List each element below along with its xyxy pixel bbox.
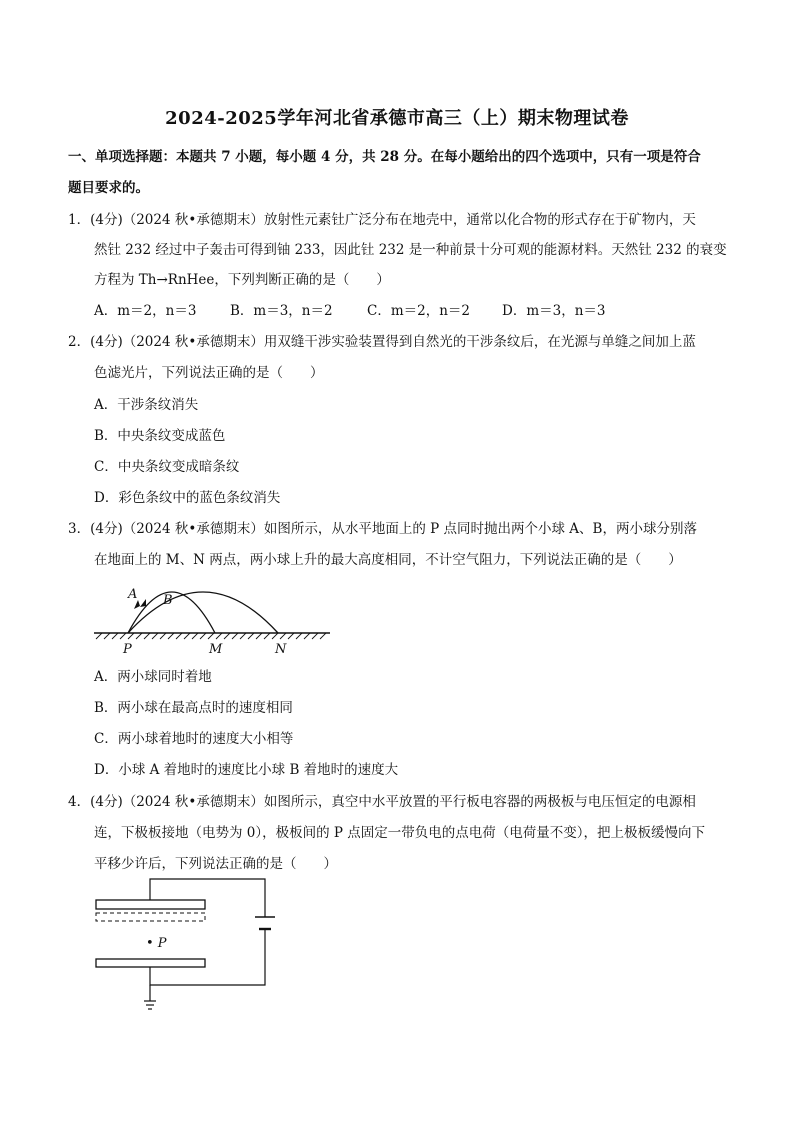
lower-wire xyxy=(150,929,265,985)
q2-option-d: D．彩色条纹中的蓝色条纹消失 xyxy=(94,490,281,506)
q3-option-b: B．两小球在最高点时的速度相同 xyxy=(94,700,293,716)
label-n: N xyxy=(275,642,287,657)
q1-option-a: A．m＝2，n＝3 xyxy=(94,303,197,319)
upper-wire xyxy=(150,879,265,917)
label-p: P xyxy=(123,642,132,657)
q3-line-2: 在地面上的 M、N 两点，两小球上升的最大高度相同，不计空气阻力，下列说法正确的是（ ） xyxy=(94,552,682,568)
q4-line-3: 平移少许后，下列说法正确的是（ ） xyxy=(94,856,337,872)
lower-plate xyxy=(96,959,205,967)
q3-option-c: C．两小球着地时的速度大小相等 xyxy=(94,731,294,747)
section-heading-line-1: 一、单项选择题：本题共 7 小题，每小题 4 分，共 28 分。在每小题给出的四个选项中，只有一项是符合 xyxy=(68,149,701,165)
q1-line-2: 然钍 232 经过中子轰击可得到铀 233，因此钍 232 是一种前景十分可观的能源材料。天然钍 232 的衰变 xyxy=(94,242,727,258)
q2-option-c: C．中央条纹变成暗条纹 xyxy=(94,459,240,475)
q2-line-1: 2．(4分)（2024 秋•承德期末）用双缝干涉实验装置得到自然光的干涉条纹后，在光源与单缝之间加上蓝 xyxy=(68,334,696,350)
section-heading-line-2: 题目要求的。 xyxy=(68,180,149,196)
projectile-figure xyxy=(90,575,340,660)
q1-option-b: B．m＝3，n＝2 xyxy=(230,303,333,319)
q2-line-2: 色滤光片，下列说法正确的是（ ） xyxy=(94,365,324,381)
label-b: B xyxy=(163,593,173,608)
q1-line-3: 方程为 Th→RnHee，下列判断正确的是（ ） xyxy=(94,272,390,288)
arrow-b xyxy=(140,599,146,607)
q3-option-a: A．两小球同时着地 xyxy=(94,669,212,685)
label-m: M xyxy=(209,642,223,657)
q4-line-2: 连，下极板接地（电势为 0），极板间的 P 点固定一带负电的点电荷（电荷量不变），把上极板缓慢向下 xyxy=(94,825,706,841)
q1-option-c: C．m＝2，n＝2 xyxy=(367,303,471,319)
label-a: A xyxy=(128,587,138,602)
q1-line-1: 1．(4分)（2024 秋•承德期末）放射性元素钍广泛分布在地壳中，通常以化合物的形式存在于矿物内，天 xyxy=(68,212,696,228)
q2-option-a: A．干涉条纹消失 xyxy=(94,397,199,413)
q3-option-d: D．小球 A 着地时的速度比小球 B 着地时的速度大 xyxy=(94,762,399,778)
q3-line-1: 3．(4分)（2024 秋•承德期末）如图所示，从水平地面上的 P 点同时抛出两个小球 A、B，两小球分别落 xyxy=(68,521,697,537)
upper-plate xyxy=(96,900,205,909)
point-p-label: • P xyxy=(146,936,167,951)
page-title: 2024-2025学年河北省承德市高三（上）期末物理试卷 xyxy=(165,108,629,129)
q2-option-b: B．中央条纹变成蓝色 xyxy=(94,428,226,444)
ground-hatching xyxy=(96,633,326,639)
dashed-plate xyxy=(96,913,205,921)
q4-line-1: 4．(4分)（2024 秋•承德期末）如图所示，真空中水平放置的平行板电容器的两极板与电压恒定的电源相 xyxy=(68,794,696,810)
q1-option-d: D．m＝3，n＝3 xyxy=(502,303,606,319)
capacitor-figure xyxy=(90,875,280,1015)
